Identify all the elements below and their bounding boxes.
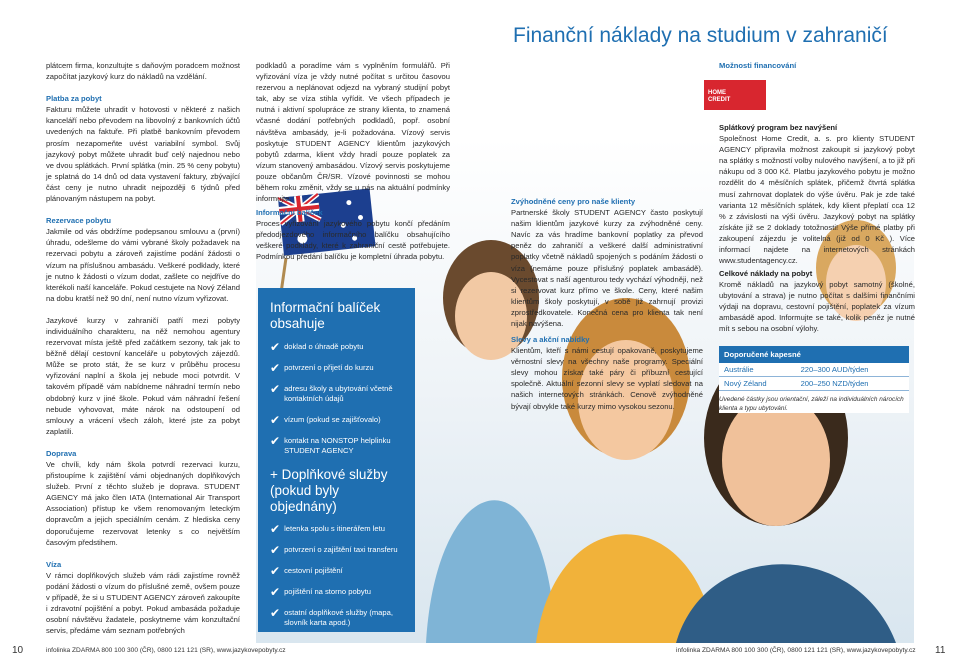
discounts-section: [511, 196, 703, 329]
info-list-item: [270, 545, 407, 555]
installment-heading: Splátkový program bez navýšení: [719, 123, 838, 132]
sales-heading: Slevy a akční nabídky: [511, 335, 590, 344]
amount-cell: 220–300 AUD/týden: [796, 363, 909, 377]
info-list-text: letenka spolu s itinerářem letu: [284, 524, 385, 533]
check-icon: ✔: [270, 434, 281, 448]
financing-header: Možnosti financování: [719, 61, 797, 70]
table-note: Uvedené částky jsou orientační, záleží na individuálních nárocích klienta a typu ubytování.: [719, 396, 904, 412]
info-package-section: [256, 207, 450, 262]
sales-text: Klientům, kteří s námi cestují opakovaně, poskytujeme věrnostní slevy na všechny naše programy. Speciální slevy mohou získat také páry či příbuzní cestující společně. Aktuální sezonní slevy se vyplatí sledovat na našich internetových stránkách. Cenově zvýhodněné bývají obvykle také kurzy mimo vysokou sezonu.: [511, 346, 703, 411]
info-package-box: [258, 288, 415, 632]
logo-text-home: HOME: [708, 90, 726, 96]
check-icon: ✔: [270, 340, 281, 354]
transport-heading: Doprava: [46, 448, 77, 458]
left-column: [46, 60, 240, 636]
left-page-number: 10: [12, 645, 24, 656]
country-cell: Nový Zéland: [719, 377, 796, 391]
check-icon: ✔: [270, 361, 281, 375]
payment-text: Fakturu můžete uhradit v hotovosti v některé z našich kanceláří nebo převodem na libovolný z bankovních účtů uvedených na faktuře. Při platbě bankovním převodem prosím nezapomeňte uvést variabilní symbol. Svůj jazykový pobyt můžete uhradit buď celý najednou nebo ve dvou splátkách. První splátka (min. 25 % ceny pobytu) je splatná do 14 dnů od data vystavení faktury, zbývající část ceny je nutno uhradit nejpozději 6 týdnů před plánovaným nástupem na pobyt.: [46, 105, 240, 204]
installment-text: Společnost Home Credit, a. s. pro klienty STUDENT AGENCY připravila možnost zakoupit si jazykový pobyt na splátky s možností volby nulového navýšení, a to již při nákupu od 3 000 Kč. Platbu jazykového pobytu je možno rozdělit do 4 měsíčních splátek, přičemž čtvrtá splátka musí zahrnovat doplatek do výše úvěru. Pak je zde také varianta 12 měsíčních splátek, kdy klient přeplatí cca 12 % z závislosti na výši úvěru. Jazykový pobyt na splátky získáte již se 2 doklady totožnosti! Výše přímé platby při zakoupení zájezdu je volitelná (již od 0 Kč ). Více informací najdete na internetových stránkách www.studentagency.cz.: [719, 134, 915, 266]
check-icon: ✔: [270, 585, 281, 599]
info-list-item: [270, 524, 407, 534]
pocket-money-table: [719, 346, 909, 413]
installment-section: [719, 122, 915, 266]
check-icon: ✔: [270, 382, 281, 396]
info-package-text: Proces vyřizování jazykového pobytu končí předáním předodjezdového informačního balíčku obsahujícího veškeré podklady, které k zahraniční cestě potřebujete. Podmínkou předání balíčku je kompletní úhrada pobytu.: [256, 219, 450, 262]
info-list-item: [270, 363, 407, 373]
amount-cell: 200–250 NZD/týden: [796, 377, 909, 391]
info-box-list: [270, 342, 407, 456]
table-header: Doporučené kapesné: [719, 346, 909, 363]
info-list-item: [270, 587, 407, 597]
visa-text: V rámci doplňkových služeb vám rádi zajistíme rovněž podání žádosti o vízum do příslušné země, ovšem pouze v případě, že si u STUDENT AGENCY zároveň zakoupíte i zdravotní pojištění a pobyt. Pokud ambasáda požaduje osobní návštěvu žadatele, poskytneme vám konzultační servis, předáme vám seznam potřebných: [46, 570, 240, 636]
page-title: Finanční náklady na studium v zahraničí: [513, 24, 888, 47]
transport-text: Ve chvíli, kdy nám škola potvrdí rezervaci kurzu, přistoupíme k zajištění vámi objednaných doplňkových služeb. První z těchto služeb je doprava. STUDENT AGENCY má jako člen IATA (International Air Transport Association) přístup ke všem renomovaným leteckým dopravcům a jejich speciálním cenám. Z hlediska ceny doporučujeme rezervovat letenky s co největším časovým předstihem.: [46, 460, 240, 547]
info-list-item: [270, 566, 407, 576]
visa-heading: Víza: [46, 559, 62, 569]
info-list-item: [270, 436, 407, 456]
individual-stays-paragraph: Jazykové kurzy v zahraničí patří mezi pobyty individuálního charakteru, na něž nemohou agentury rezervovat místa ještě před začátkem sezony, tak jak to běžně dělají cestovní kanceláře u pobytových zájezdů. Může se proto stát, že se kurz v průběhu procesu vyřizování naplní a škola jej nebude moci potvrdit. V takovém případě vám nabídneme náhradní termín nebo obdobný kurz v jiné škole. Pokud vám náhradní řešení nebude vyhovovat, máte nárok na odstoupení od smlouvy a vrácení všech záloh, které jste za pobyt zaplatili.: [46, 315, 240, 436]
check-icon: ✔: [270, 413, 281, 427]
check-icon: ✔: [270, 543, 281, 557]
info-list-text: kontakt na NONSTOP helplinku STUDENT AGENCY: [284, 436, 391, 455]
check-icon: ✔: [270, 522, 281, 536]
payment-heading: Platba za pobyt: [46, 94, 102, 104]
info-list-item: [270, 415, 407, 425]
right-page-number: 11: [935, 645, 946, 656]
sales-section: [511, 334, 703, 412]
reservation-heading: Rezervace pobytu: [46, 216, 111, 226]
info-list-text: doklad o úhradě pobytu: [284, 342, 364, 351]
info-list-text: potvrzení o zajištění taxi transferu: [284, 545, 398, 554]
extra-services-list: [270, 524, 407, 628]
visa-continued-text: podkladů a poradíme vám s vyplněním formulářů. Při vyřizování víza je vždy nutné počítat s určitou časovou rezervou a neplánovat odjezd na vybraný studijní pobyt tak, aby se víza stihla vyřídit. Ve všech případech je nutná i aktivní spolupráce ze strany klienta, to znamená včasné dodání potřebných podkladů, popř. osobní návštěva ambasády, je-li požadována. Vízový servis poskytuje STUDENT AGENCY klientům jazykových pobytů zdarma, klient vždy hradí pouze poplatek za vízum stanovený ambasádou. Vízový servis poskytujeme pouze občanům ČR/SR. Vízové povinnosti se mohou během roku změnit, vždy se u nás na aktuální podmínky informujte.: [256, 61, 450, 204]
check-icon: ✔: [270, 564, 281, 578]
info-list-text: pojištění na storno pobytu: [284, 587, 372, 596]
total-costs-text: Kromě nákladů na jazykový pobyt samotný (školné, ubytování a strava) je nutno počítat s dalšími finančními výdaji na dopravu, cestovní pojištění, poplatek za vízum ambasádě apod. Informujte se také, kolik peněz je nutné mít s sebou na osobní výlohy.: [719, 280, 915, 334]
check-icon: ✔: [270, 606, 281, 620]
info-list-text: ostatní doplňkové služby (mapa, slovník karta apod.): [284, 608, 393, 627]
discounts-heading: Zvýhodněné ceny pro naše klienty: [511, 197, 636, 206]
logo-text-credit: CREDIT: [708, 97, 731, 103]
total-costs-section: [719, 268, 915, 335]
info-list-text: adresu školy a ubytování včetně kontaktních údajů: [284, 384, 393, 403]
info-list-item: [270, 384, 407, 404]
info-list-text: vízum (pokud se zajišťovalo): [284, 415, 381, 424]
left-footer-text: infolinka ZDARMA 800 100 300 (ČR), 0800 121 121 (SR), www.jazykovepobyty.cz: [46, 647, 286, 654]
discounts-text: Partnerské školy STUDENT AGENCY často poskytují našim klientům jazykové kurzy za zvýhodněné ceny. Navíc za vás hradíme bankovní poplatky za převod peněz do zahraničí a veškeré další administrativní poplatky včetně nákladů spojených s podáním žádosti o víza (nemáme pouze příslušný poplatek ambasádě). Vycestovat s naší agenturou tedy vychází výhodněji, než si rezervovat kurz přímo ve škole. Ceny, které našim klientům školy poskytují, v sobě již zahrnují provizi zprostředkovatele. Konečná cena pro klienta tak není nijak navýšena.: [511, 208, 703, 329]
country-cell: Austrálie: [719, 363, 796, 377]
info-list-item: [270, 608, 407, 628]
middle-column: [256, 60, 450, 215]
reservation-text: Jakmile od vás obdržíme podepsanou smlouvu a (první) úhradu, odešleme do vámi vybrané školy požadavek na rezervaci pobytu a zároveň zajistíme podání žádosti o vízum na příslušnou ambasádu. Veškeré podklady, které je nutno k žádosti o vízum dodat, zašlete co nejdříve do kterékoli naší kanceláře. Pokud cestujete na Nový Zéland na dobu kratší než 90 dní, není nutno vízum vyřizovat.: [46, 227, 240, 303]
extra-services-title: + Doplňkové služby (pokud byly objednány): [270, 467, 388, 514]
info-package-heading: Informační balíček: [256, 208, 323, 217]
table-row: [719, 363, 909, 377]
right-footer-text: infolinka ZDARMA 800 100 300 (ČR), 0800 121 121 (SR), www.jazykovepobyty.cz: [676, 647, 916, 654]
total-costs-heading: Celkové náklady na pobyt: [719, 269, 813, 278]
info-list-item: [270, 342, 407, 352]
info-box-title: Informační balíček obsahuje: [270, 300, 381, 331]
home-credit-logo: [704, 80, 766, 110]
info-list-text: potvrzení o přijetí do kurzu: [284, 363, 374, 372]
intro-paragraph: plátcem firma, konzultujte s daňovým poradcem možnost započítat jazykový kurz do nákladů na vzdělání.: [46, 61, 240, 82]
info-list-text: cestovní pojištění: [284, 566, 343, 575]
table-row: [719, 377, 909, 391]
